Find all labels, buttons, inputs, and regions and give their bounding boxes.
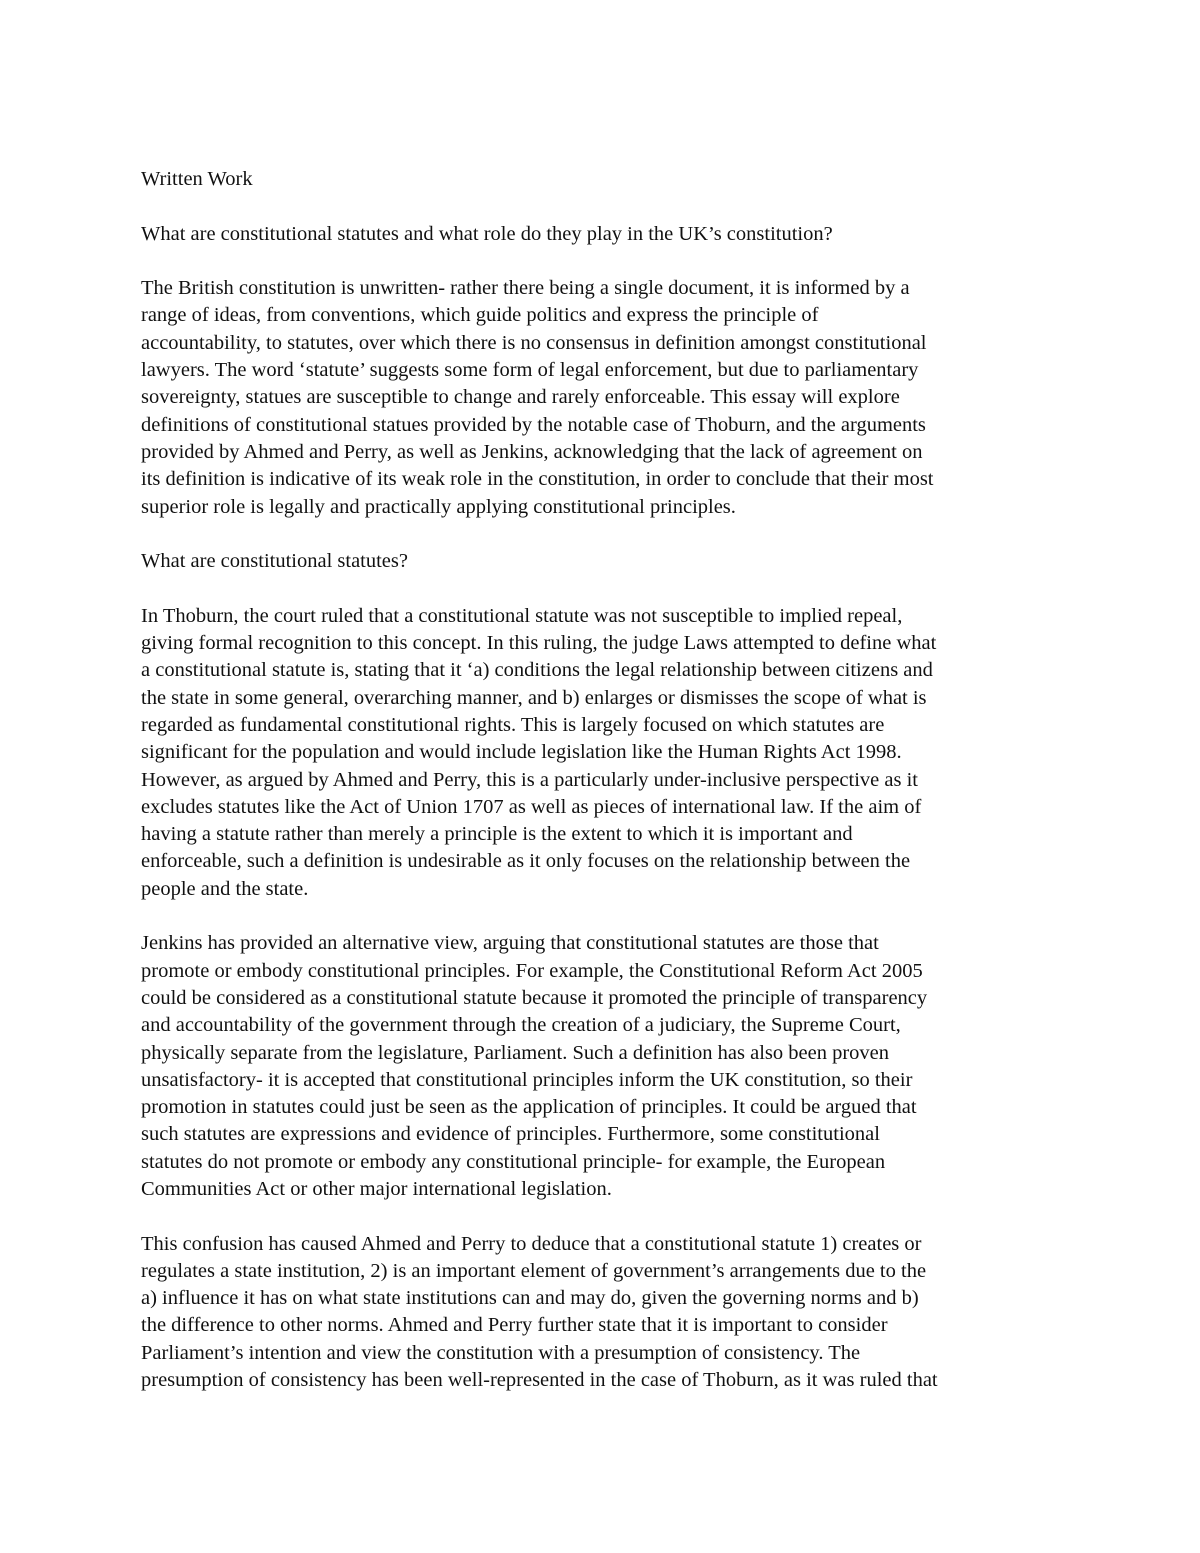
document-body [141, 166, 1061, 1422]
paragraph-line: the state in some general, overarching manner, and b) enlarges or dismisses the scope of what is [141, 686, 927, 709]
paragraph-line: physically separate from the legislature, Parliament. Such a definition has also been proven [141, 1041, 890, 1064]
paragraph-line: superior role is legally and practically applying constitutional principles. [141, 495, 736, 518]
paragraph-line: Parliament’s intention and view the constitution with a presumption of consistency. The [141, 1341, 861, 1364]
paragraph-line: In Thoburn, the court ruled that a constitutional statute was not susceptible to implied repeal, [141, 604, 903, 627]
paragraph-line: presumption of consistency has been well-represented in the case of Thoburn, as it was ruled that [141, 1369, 938, 1392]
paragraph-line: provided by Ahmed and Perry, as well as Jenkins, acknowledging that the lack of agreement on [141, 440, 923, 463]
paragraph-line: could be considered as a constitutional statute because it promoted the principle of transparency [141, 986, 928, 1009]
paragraph-line: unsatisfactory- it is accepted that constitutional principles inform the UK constitution, so their [141, 1068, 913, 1091]
paragraph-line: Communities Act or other major international legislation. [141, 1177, 612, 1200]
paragraph-line: However, as argued by Ahmed and Perry, this is a particularly under-inclusive perspective as it [141, 768, 918, 791]
document-title: Written Work [141, 168, 253, 190]
paragraph-introduction [141, 275, 1061, 521]
paragraph-line: having a statute rather than merely a principle is the extent to which it is important and [141, 823, 853, 846]
paragraph-line: accountability, to statutes, over which there is no consensus in definition amongst constitutional [141, 331, 927, 354]
paragraph-thoburn [141, 603, 1061, 903]
section-subheading: What are constitutional statutes? [141, 550, 408, 573]
paragraph-line: lawyers. The word ‘statute’ suggests some form of legal enforcement, but due to parliamentary [141, 359, 919, 382]
essay-question: What are constitutional statutes and what role do they play in the UK’s constitution? [141, 222, 833, 245]
paragraph-line: excludes statutes like the Act of Union 1707 as well as pieces of international law. If the aim of [141, 795, 922, 818]
paragraph-line: significant for the population and would include legislation like the Human Rights Act 1998. [141, 741, 902, 764]
paragraph-line: giving formal recognition to this concept. In this ruling, the judge Laws attempted to define what [141, 632, 937, 655]
paragraph-line: statutes do not promote or embody any constitutional principle- for example, the European [141, 1150, 886, 1173]
paragraph-line: promotion in statutes could just be seen as the application of principles. It could be argued that [141, 1096, 917, 1119]
paragraph-line: promote or embody constitutional principles. For example, the Constitutional Reform Act 2005 [141, 959, 923, 982]
paragraph-line: Jenkins has provided an alternative view, arguing that constitutional statutes are those that [141, 932, 879, 955]
paragraph-line: sovereignty, statues are susceptible to change and rarely enforceable. This essay will explore [141, 386, 900, 409]
paragraph-line: a) influence it has on what state institutions can and may do, given the governing norms and b) [141, 1287, 919, 1310]
paragraph-jenkins [141, 930, 1061, 1203]
paragraph-ahmed-perry [141, 1231, 1061, 1395]
paragraph-line: range of ideas, from conventions, which guide politics and express the principle of [141, 304, 819, 327]
paragraph-line: definitions of constitutional statues provided by the notable case of Thoburn, and the arguments [141, 413, 926, 436]
paragraph-line: and accountability of the government through the creation of a judiciary, the Supreme Court, [141, 1014, 901, 1037]
paragraph-line: enforceable, such a definition is undesirable as it only focuses on the relationship between the [141, 850, 911, 873]
paragraph-line: The British constitution is unwritten- rather there being a single document, it is informed by a [141, 277, 910, 300]
paragraph-line: This confusion has caused Ahmed and Perry to deduce that a constitutional statute 1) creates or [141, 1232, 922, 1255]
paragraph-line: its definition is indicative of its weak role in the constitution, in order to conclude that their most [141, 468, 934, 491]
paragraph-line: a constitutional statute is, stating that it ‘a) conditions the legal relationship between citizens and [141, 659, 933, 682]
paragraph-line: regulates a state institution, 2) is an important element of government’s arrangements due to the [141, 1259, 927, 1282]
paragraph-line: regarded as fundamental constitutional rights. This is largely focused on which statutes are [141, 713, 885, 736]
paragraph-line: people and the state. [141, 877, 309, 900]
paragraph-line: the difference to other norms. Ahmed and Perry further state that it is important to consider [141, 1314, 888, 1337]
paragraph-line: such statutes are expressions and evidence of principles. Furthermore, some constitutional [141, 1123, 880, 1146]
